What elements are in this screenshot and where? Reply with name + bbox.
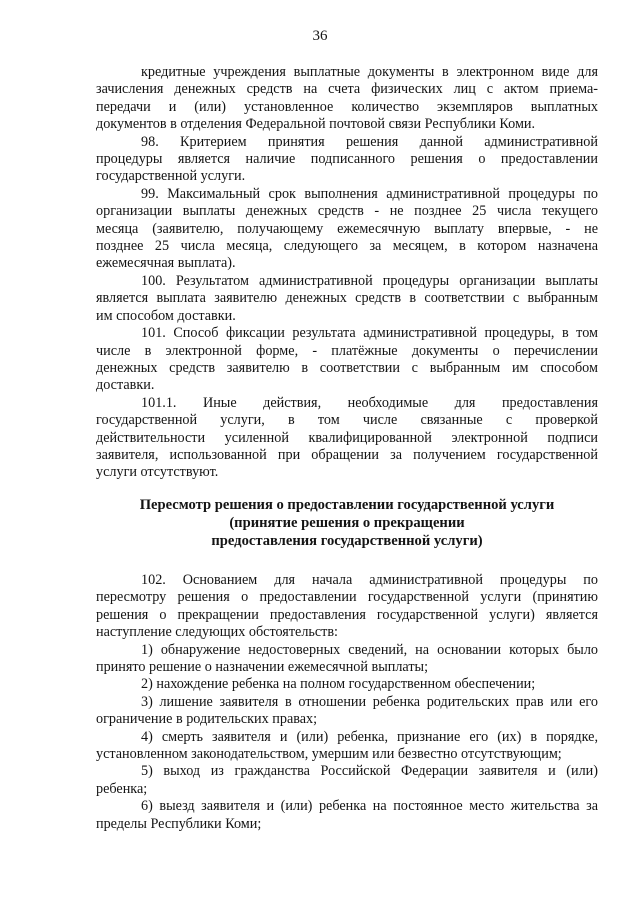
text-line: 3) лишение заявителя в отношении ребенка родительских прав или его bbox=[141, 693, 598, 710]
section-heading bbox=[96, 496, 598, 550]
text-block-bottom bbox=[96, 572, 598, 833]
paragraph-p-102-5 bbox=[96, 763, 598, 798]
text-line: пересмотру решения о предоставлении государственной услуги (принятию bbox=[96, 589, 598, 606]
text-line: передачи и (или) установленное количество экземпляров выплатных bbox=[96, 98, 598, 115]
paragraph-p-101-1 bbox=[96, 395, 598, 482]
text-line: решения о прекращении предоставления государственной услуги) является bbox=[96, 606, 598, 623]
paragraph-p-100 bbox=[96, 273, 598, 325]
text-line: процедуры является наличие подписанного решения о предоставлении bbox=[96, 151, 598, 168]
text-line: государственной услуги, в том числе связанные с проверкой bbox=[96, 412, 598, 429]
text-line: услуги отсутствуют. bbox=[96, 464, 219, 481]
heading-line: предоставления государственной услуги) bbox=[211, 533, 483, 549]
text-line: установленном законодательством, умершим или безвестно отсутствующим; bbox=[96, 746, 562, 763]
text-line: государственной услуги. bbox=[96, 168, 246, 185]
text-line: принято решение о назначении ежемесячной выплаты; bbox=[96, 659, 429, 676]
text-line: ежемесячная выплата). bbox=[96, 255, 236, 272]
text-line: документов в отделения Федеральной почтовой связи Республики Коми. bbox=[96, 116, 536, 133]
heading-line: (принятие решения о прекращении bbox=[229, 515, 465, 531]
text-line: зачисления денежных средств на счета физических лиц с актом приема- bbox=[96, 81, 598, 98]
text-line: им способом доставки. bbox=[96, 307, 236, 324]
text-line: пределы Республики Коми; bbox=[96, 815, 262, 832]
text-line: наступление следующих обстоятельств: bbox=[96, 624, 339, 641]
text-line: 1) обнаружение недостоверных сведений, на основании которых было bbox=[141, 641, 598, 658]
text-line: ограничение в родительских правах; bbox=[96, 711, 318, 728]
paragraph-p-102-6 bbox=[96, 798, 598, 833]
text-line: доставки. bbox=[96, 377, 155, 394]
paragraph-p-102-1 bbox=[96, 642, 598, 677]
text-line: денежных средств заявителю в соответствии с выбранным им способом bbox=[96, 359, 598, 376]
text-line: ребенка; bbox=[96, 780, 148, 797]
text-line: 99. Максимальный срок выполнения административной процедуры по bbox=[141, 185, 598, 202]
paragraph-p-102 bbox=[96, 572, 598, 642]
text-line: 101.1. Иные действия, необходимые для предоставления bbox=[141, 394, 598, 411]
paragraph-p-102-3 bbox=[96, 694, 598, 729]
text-line: 4) смерть заявителя и (или) ребенка, признание его (их) в порядке, bbox=[141, 728, 598, 745]
text-line: 102. Основанием для начала административной процедуры по bbox=[141, 572, 598, 588]
text-line: 100. Результатом административной процедуры организации выплаты bbox=[141, 272, 598, 289]
text-line: позднее 25 числа месяца, следующего за месяцем, в котором назначена bbox=[96, 238, 598, 255]
paragraph-p-101 bbox=[96, 325, 598, 395]
paragraph-p-102-4 bbox=[96, 729, 598, 764]
text-line: 2) нахождение ребенка на полном государственном обеспечении; bbox=[141, 676, 536, 693]
paragraph-p-102-2 bbox=[96, 676, 598, 693]
paragraph-p-99 bbox=[96, 186, 598, 273]
text-line: 98. Критерием принятия решения данной административной bbox=[141, 133, 598, 150]
text-line: действительности усиленной квалифицированной электронной подписи bbox=[96, 429, 598, 446]
text-line: организации выплаты денежных средств - не позднее 25 числа текущего bbox=[96, 203, 598, 220]
text-line: 6) выезд заявителя и (или) ребенка на постоянное место жительства за bbox=[141, 798, 598, 815]
text-block-top bbox=[96, 64, 598, 482]
paragraph-p-98 bbox=[96, 134, 598, 186]
heading-line: Пересмотр решения о предоставлении государственной услуги bbox=[139, 497, 555, 513]
text-line: заявителя, использованной при обращении за получением государственной bbox=[96, 446, 598, 463]
paragraph-p-continuation bbox=[96, 64, 598, 134]
text-line: является выплата заявителю денежных средств в соответствии с выбранным bbox=[96, 290, 598, 307]
text-line: 101. Способ фиксации результата административной процедуры, в том bbox=[141, 325, 598, 342]
text-line: 5) выход из гражданства Российской Федерации заявителя и (или) bbox=[141, 763, 598, 780]
page-number: 36 bbox=[312, 28, 328, 44]
text-line: кредитные учреждения выплатные документы в электронном виде для bbox=[141, 64, 598, 80]
text-line: месяца (заявителю, получающему ежемесячную выплату впервые, - не bbox=[96, 220, 598, 237]
text-line: числе в электронной форме, - платёжные документы о перечислении bbox=[96, 342, 598, 359]
